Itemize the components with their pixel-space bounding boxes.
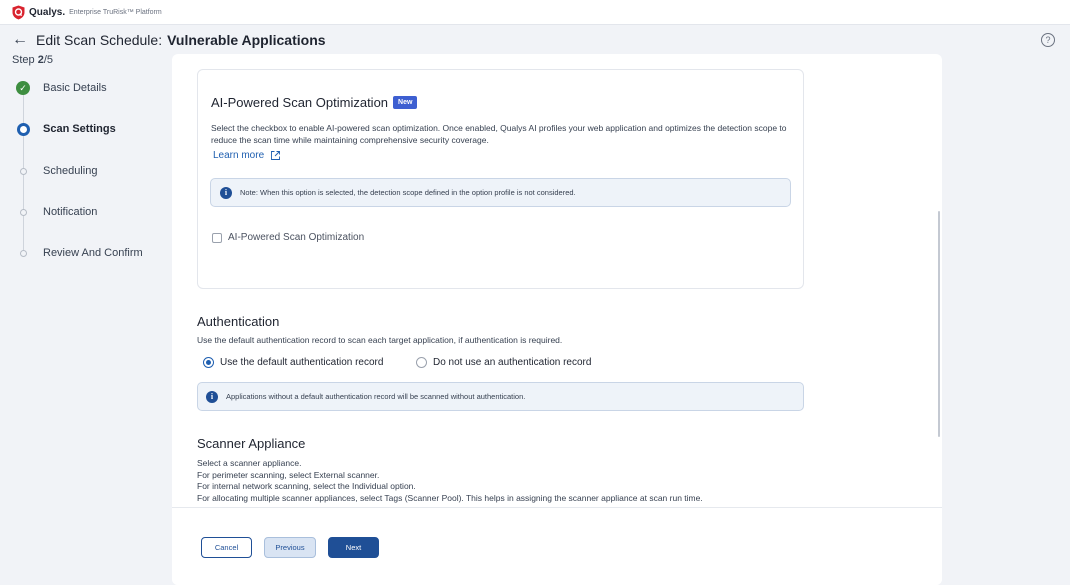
step-scheduling[interactable] <box>12 159 97 183</box>
brand-name: Qualys. <box>29 6 66 18</box>
authentication-description: Use the default authentication record to scan each target application, if authentication is required. <box>197 335 563 345</box>
main-panel <box>172 54 942 585</box>
scanner-line: For perimeter scanning, select External scanner. <box>197 469 380 480</box>
previous-button[interactable]: Previous <box>264 537 316 558</box>
scrollbar-thumb[interactable] <box>938 211 940 437</box>
step-counter-current: 2 <box>37 54 44 66</box>
radio-label: Use the default authentication record <box>220 357 384 368</box>
step-basic-details[interactable] <box>12 76 107 100</box>
active-step-icon <box>17 123 30 136</box>
auth-note-text: Applications without a default authentication record will be scanned without authentication. <box>226 392 526 401</box>
ai-section-title: AI-Powered Scan Optimization <box>211 95 389 110</box>
auth-note-banner <box>197 382 804 411</box>
step-notification[interactable] <box>12 200 97 224</box>
step-scan-settings[interactable] <box>12 117 116 141</box>
step-counter <box>12 54 53 66</box>
info-icon: i <box>220 187 232 199</box>
step-label: Scheduling <box>43 165 98 177</box>
page-title-prefix: Edit Scan Schedule: <box>36 32 163 48</box>
arrow-left-icon[interactable]: ← <box>12 31 28 48</box>
step-label: Review And Confirm <box>43 247 143 259</box>
ai-optimization-checkbox[interactable] <box>212 232 364 243</box>
radio-button[interactable] <box>416 357 427 368</box>
step-review-and-confirm[interactable] <box>12 241 143 265</box>
qualys-logo-icon <box>12 5 25 20</box>
step-label: Scan Settings <box>43 123 116 135</box>
ai-heading <box>211 95 417 110</box>
pending-step-icon <box>20 209 27 216</box>
scanner-instructions <box>197 458 703 504</box>
radio-use-default-auth[interactable] <box>203 357 383 368</box>
authentication-title: Authentication <box>197 314 280 329</box>
brand-subtitle: Enterprise TruRisk™ Platform <box>69 8 162 16</box>
learn-more-label: Learn more <box>213 150 265 161</box>
radio-button[interactable] <box>203 357 214 368</box>
radio-label: Do not use an authentication record <box>433 357 592 368</box>
ai-optimization-card <box>197 69 804 289</box>
step-label: Notification <box>43 206 98 218</box>
ai-note-banner <box>210 178 791 207</box>
wizard-footer <box>172 507 942 585</box>
info-icon: i <box>206 391 218 403</box>
check-icon: ✓ <box>16 81 30 95</box>
external-link-icon <box>270 150 281 161</box>
step-counter-label: Step <box>12 54 35 66</box>
top-bar <box>0 0 1070 25</box>
checkbox-box[interactable] <box>212 233 222 243</box>
ai-description: Select the checkbox to enable AI-powered scan optimization. Once enabled, Qualys AI profiles your web application and optimizes the detection scope to reduce the scan time while maintaining comprehensive security coverage. <box>211 123 787 145</box>
scanner-line: For allocating multiple scanner appliances, select Tags (Scanner Pool). This helps in assigning the scanner appliance at scan run time. <box>197 492 703 503</box>
radio-no-auth[interactable] <box>416 357 591 368</box>
pending-step-icon <box>20 168 27 175</box>
scanner-appliance-title: Scanner Appliance <box>197 436 306 451</box>
help-icon[interactable]: ? <box>1041 33 1055 47</box>
step-label: Basic Details <box>43 82 107 94</box>
page-title: Vulnerable Applications <box>167 32 326 48</box>
next-button[interactable]: Next <box>328 537 379 558</box>
new-badge: New <box>393 96 417 109</box>
learn-more-link[interactable] <box>213 150 281 161</box>
page-header <box>0 27 1070 53</box>
cancel-button[interactable]: Cancel <box>201 537 252 558</box>
pending-step-icon <box>20 250 27 257</box>
step-counter-total: /5 <box>43 54 54 66</box>
ai-note-text: Note: When this option is selected, the detection scope defined in the option profile is not considered. <box>240 188 576 197</box>
scanner-line: Select a scanner appliance. <box>197 458 302 468</box>
scanner-line: For internal network scanning, select the Individual option. <box>197 481 416 491</box>
checkbox-label: AI-Powered Scan Optimization <box>228 232 365 243</box>
